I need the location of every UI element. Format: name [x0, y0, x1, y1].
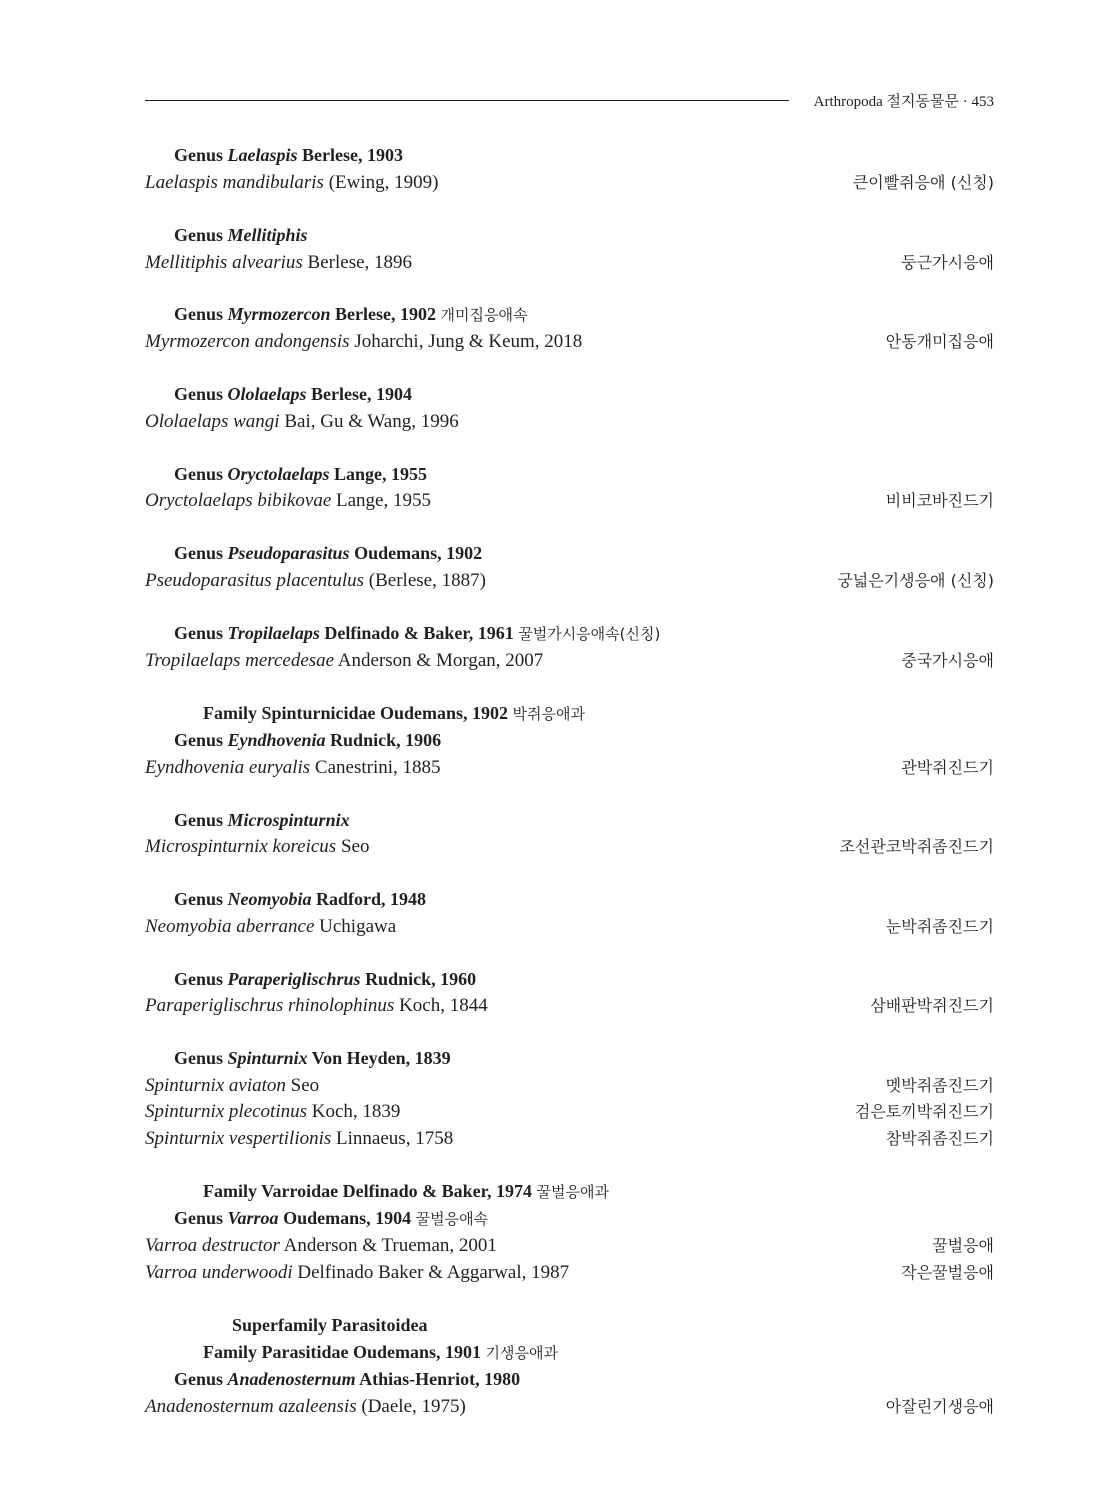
species-entry: Pseudoparasitus placentulus (Berlese, 1887) 궁넓은기생응애 (신칭)	[145, 567, 994, 595]
species-name: Pseudoparasitus placentulus	[145, 570, 365, 591]
family-heading: Family Parasitidae Oudemans, 1901 기생응애과	[203, 1342, 558, 1362]
korean-common-name: 조선관코박쥐좀진드기	[839, 837, 994, 856]
genus-name: Microspinturnix	[227, 810, 350, 830]
genus-heading: Genus Myrmozercon Berlese, 1902 개미집응애속	[174, 304, 528, 324]
species-name: Tropilaelaps mercedesae	[145, 650, 335, 671]
korean-common-name: 멧박쥐좀진드기	[885, 1076, 994, 1095]
genus-heading: Genus Neomyobia Radford, 1948	[174, 889, 427, 909]
species-name: Myrmozercon andongensis	[145, 331, 350, 352]
species-name: Spinturnix aviaton	[145, 1075, 286, 1096]
genus-heading: Genus Varroa Oudemans, 1904 꿀벌응애속	[174, 1208, 489, 1228]
genus-heading: Genus Anadenosternum Athias-Henriot, 1980	[174, 1369, 521, 1389]
species-name: Ololaelaps wangi	[145, 411, 280, 432]
species-entry: Myrmozercon andongensis Joharchi, Jung & Keum, 2018 안동개미집응애	[145, 328, 994, 356]
genus-name: Spinturnix	[227, 1048, 308, 1068]
genus-name: Laelaspis	[227, 145, 298, 165]
korean-common-name: 비비코바진드기	[885, 491, 994, 510]
species-entry: Neomyobia aberrance Uchigawa 눈박쥐좀진드기	[145, 913, 994, 941]
running-header	[145, 88, 994, 112]
species-entry: Oryctolaelaps bibikovae Lange, 1955 비비코바진드기	[145, 487, 994, 515]
korean-common-name: 중국가시응애	[901, 651, 994, 670]
korean-family-name: 꿀벌응애과	[536, 1183, 609, 1201]
genus-name: Tropilaelaps	[227, 623, 320, 643]
korean-family-name: 기생응애과	[485, 1344, 558, 1362]
genus-heading: Genus Paraperiglischrus Rudnick, 1960	[174, 969, 477, 989]
page-running-title: Arthropoda 절지동물문 · 453	[813, 94, 994, 110]
korean-common-name: 관박쥐진드기	[901, 758, 994, 777]
korean-genus-name: 꿀벌응애속	[415, 1210, 489, 1228]
species-entry: Mellitiphis alvearius Berlese, 1896 둥근가시응애	[145, 249, 994, 277]
species-name: Eyndhovenia euryalis	[145, 757, 311, 778]
genus-heading: Genus Spinturnix Von Heyden, 1839	[174, 1048, 451, 1068]
species-name: Varroa destructor	[145, 1235, 280, 1256]
genus-name: Varroa	[227, 1208, 279, 1228]
korean-common-name: 눈박쥐좀진드기	[885, 917, 994, 936]
genus-name: Neomyobia	[227, 889, 312, 909]
korean-common-name: 아잘린기생응애	[885, 1397, 994, 1416]
species-entry: Spinturnix aviaton Seo 멧박쥐좀진드기	[145, 1072, 994, 1100]
species-name: Mellitiphis alvearius	[145, 252, 303, 273]
korean-family-name: 박쥐응애과	[512, 705, 585, 723]
species-entry: Ololaelaps wangi Bai, Gu & Wang, 1996	[145, 411, 459, 432]
species-name: Spinturnix plecotinus	[145, 1101, 308, 1122]
genus-heading: Genus Ololaelaps Berlese, 1904	[174, 384, 412, 404]
korean-common-name: 참박쥐좀진드기	[885, 1129, 994, 1148]
species-name: Neomyobia aberrance	[145, 916, 315, 937]
species-name: Anadenosternum azaleensis	[145, 1396, 357, 1417]
genus-heading: Genus Pseudoparasitus Oudemans, 1902	[174, 543, 483, 563]
family-heading: Family Varroidae Delfinado & Baker, 1974 꿀벌응애과	[203, 1181, 609, 1201]
genus-heading: Genus Microspinturnix	[174, 810, 350, 830]
korean-genus-name: 꿀벌가시응애속(신칭)	[518, 625, 661, 643]
korean-genus-name: 개미집응애속	[440, 306, 528, 324]
genus-heading: Genus Oryctolaelaps Lange, 1955	[174, 464, 428, 484]
genus-name: Myrmozercon	[227, 304, 331, 324]
genus-name: Mellitiphis	[227, 225, 308, 245]
species-entry: Paraperiglischrus rhinolophinus Koch, 1844 삼배판박쥐진드기	[145, 992, 994, 1020]
genus-heading: Genus Eyndhovenia Rudnick, 1906	[174, 730, 442, 750]
superfamily-heading: Superfamily Parasitoidea	[232, 1315, 428, 1335]
korean-common-name: 삼배판박쥐진드기	[870, 996, 994, 1015]
genus-heading: Genus Tropilaelaps Delfinado & Baker, 1961 꿀벌가시응애속(신칭)	[174, 623, 661, 643]
species-entry: Laelaspis mandibularis (Ewing, 1909) 큰이빨쥐응애 (신칭)	[145, 169, 994, 197]
korean-common-name: 안동개미집응애	[885, 332, 994, 351]
species-name: Spinturnix vespertilionis	[145, 1128, 332, 1149]
genus-heading: Genus Mellitiphis	[174, 225, 308, 245]
family-heading: Family Spinturnicidae Oudemans, 1902 박쥐응애과	[203, 703, 585, 723]
species-entry: Varroa underwoodi Delfinado Baker & Aggarwal, 1987 작은꿀벌응애	[145, 1259, 994, 1287]
korean-common-name: 궁넓은기생응애 (신칭)	[837, 571, 994, 590]
species-entry: Tropilaelaps mercedesae Anderson & Morgan, 2007 중국가시응애	[145, 647, 994, 675]
korean-common-name: 큰이빨쥐응애 (신칭)	[852, 173, 994, 192]
genus-name: Paraperiglischrus	[227, 969, 361, 989]
species-name: Oryctolaelaps bibikovae	[145, 490, 332, 511]
species-name: Paraperiglischrus rhinolophinus	[145, 995, 395, 1016]
genus-name: Oryctolaelaps	[227, 464, 330, 484]
korean-common-name: 검은토끼박쥐진드기	[854, 1102, 994, 1121]
species-entry: Spinturnix vespertilionis Linnaeus, 1758 참박쥐좀진드기	[145, 1125, 994, 1153]
species-entry: Spinturnix plecotinus Koch, 1839 검은토끼박쥐진드기	[145, 1098, 994, 1126]
species-name: Varroa underwoodi	[145, 1262, 293, 1283]
species-entry: Varroa destructor Anderson & Trueman, 2001 꿀벌응애	[145, 1232, 994, 1260]
korean-common-name: 작은꿀벌응애	[901, 1263, 994, 1282]
species-entry: Microspinturnix koreicus Seo 조선관코박쥐좀진드기	[145, 833, 994, 861]
species-entry: Anadenosternum azaleensis (Daele, 1975) 아잘린기생응애	[145, 1393, 994, 1421]
genus-name: Pseudoparasitus	[227, 543, 350, 563]
genus-name: Ololaelaps	[227, 384, 307, 404]
genus-name: Anadenosternum	[227, 1369, 356, 1389]
species-name: Microspinturnix koreicus	[145, 836, 337, 857]
species-name: Laelaspis mandibularis	[145, 172, 324, 193]
genus-heading: Genus Laelaspis Berlese, 1903	[174, 145, 403, 165]
korean-common-name: 둥근가시응애	[901, 253, 994, 272]
genus-name: Eyndhovenia	[227, 730, 326, 750]
header-rule	[145, 100, 789, 101]
korean-common-name: 꿀벌응애	[932, 1236, 994, 1255]
species-entry: Eyndhovenia euryalis Canestrini, 1885 관박쥐진드기	[145, 754, 994, 782]
